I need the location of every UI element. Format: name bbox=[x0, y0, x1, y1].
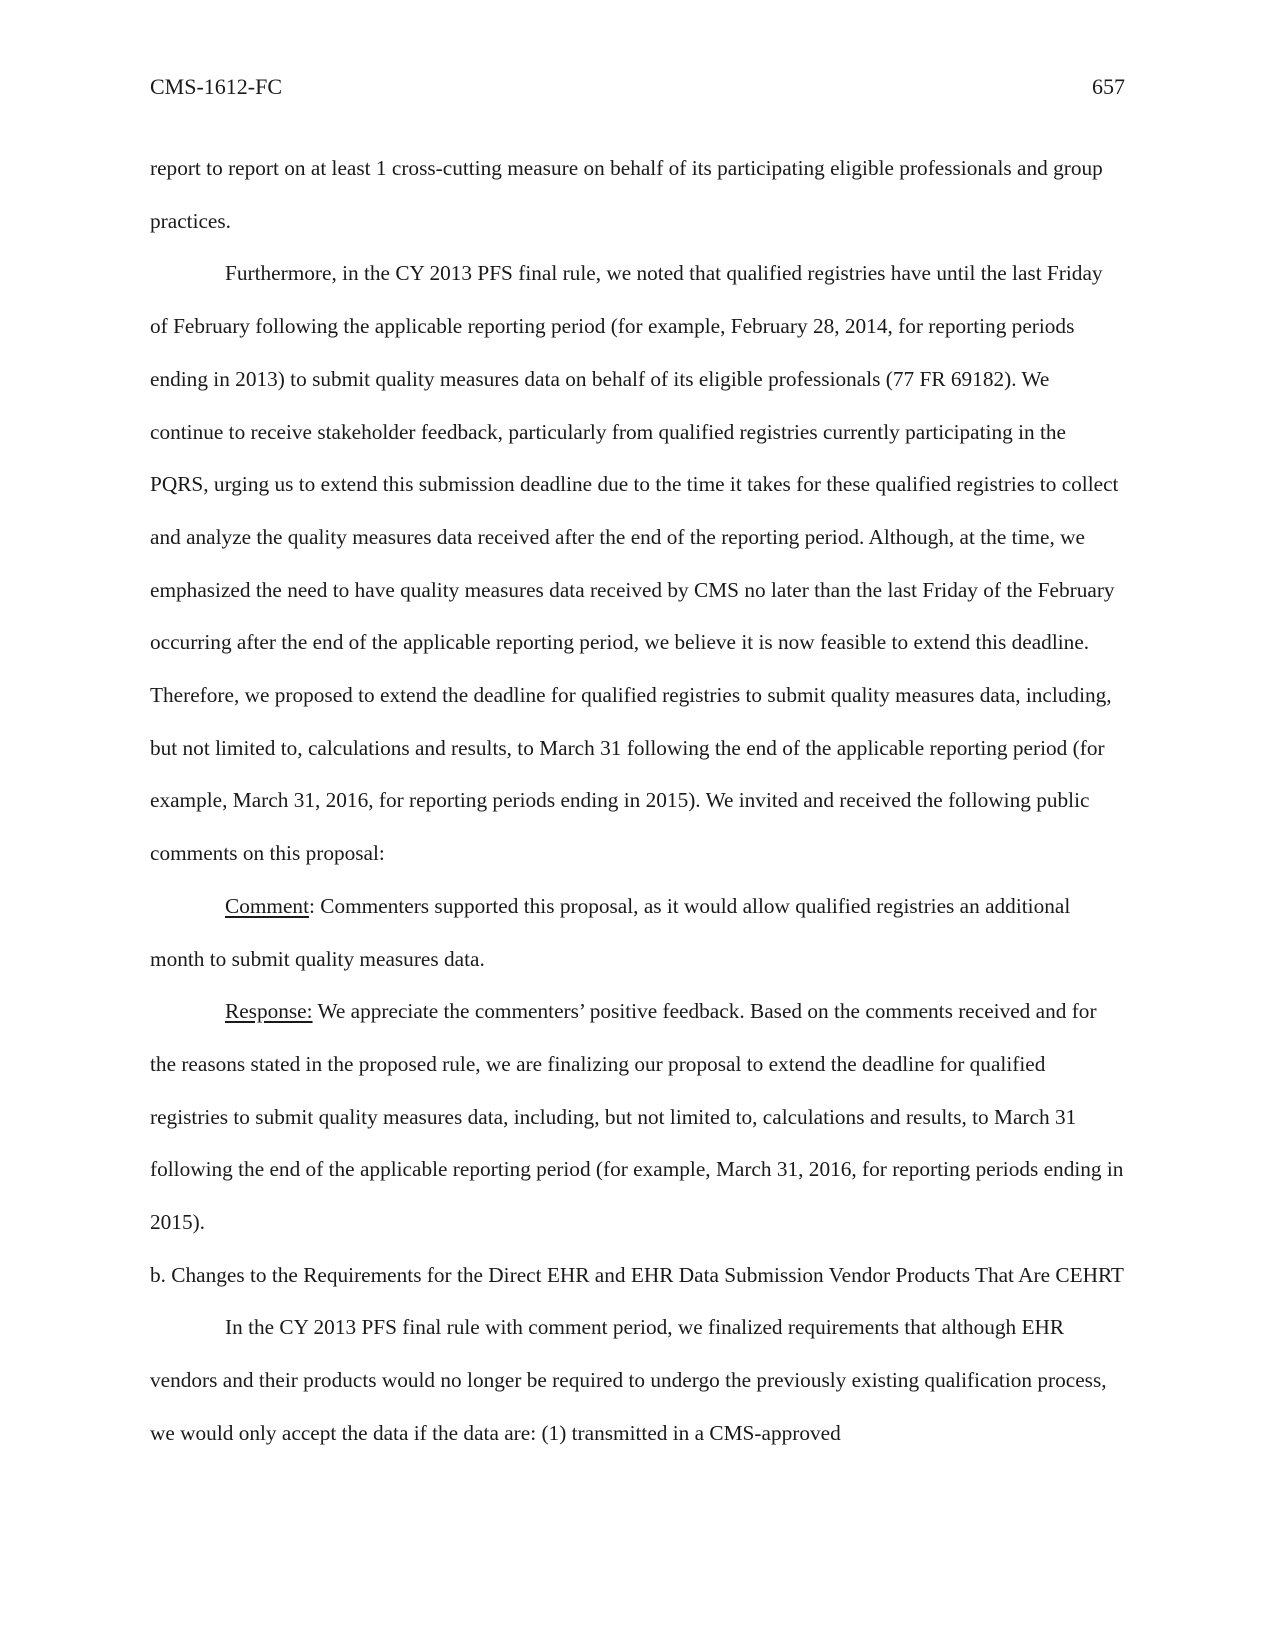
response-label: Response: bbox=[225, 999, 313, 1024]
comment-label: Comment bbox=[225, 893, 310, 918]
page-content bbox=[150, 74, 1125, 1460]
paragraph-response bbox=[150, 985, 1125, 1249]
body-text bbox=[150, 142, 1125, 1460]
page-number: 657 bbox=[1092, 74, 1125, 99]
comment-text: : Commenters supported this proposal, as it would allow qualified registries an additional month to submit quality measures data. bbox=[150, 893, 1071, 971]
paragraph-ehr-vendors: In the CY 2013 PFS final rule with comment period, we finalized requirements that although EHR vendors and their products would no longer be required to undergo the previously existing qualification process, we would only accept the data if the data are: (1) transmitted in a CMS-approved bbox=[150, 1315, 1107, 1445]
section-heading: b. Changes to the Requirements for the Direct EHR and EHR Data Submission Vendor Products That Are CEHRT bbox=[150, 1262, 1124, 1287]
page-header bbox=[150, 74, 1125, 100]
paragraph-registries-deadline: Furthermore, in the CY 2013 PFS final rule, we noted that qualified registries have until the last Friday of February following the applicable reporting period (for example, February 28, 2014, for reporting periods ending in 2013) to submit quality measures data on behalf of its eligible professionals (77 FR 69182). We continue to receive stakeholder feedback, particularly from qualified registries currently participating in the PQRS, urging us to extend this submission deadline due to the time it takes for these qualified registries to collect and analyze the quality measures data received after the end of the reporting period. Although, at the time, we emphasized the need to have quality measures data received by CMS no later than the last Friday of the February occurring after the end of the applicable reporting period, we believe it is now feasible to extend this deadline. Therefore, we proposed to extend the deadline for qualified registries to submit quality measures data, including, but not limited to, calculations and results, to March 31 following the end of the applicable reporting period (for example, March 31, 2016, for reporting periods ending in 2015). We invited and received the following public comments on this proposal: bbox=[150, 261, 1119, 866]
response-text: We appreciate the commenters’ positive feedback. Based on the comments received and for the reasons stated in the proposed rule, we are finalizing our proposal to extend the deadline for qualified registries to submit quality measures data, including, but not limited to, calculations and results, to March 31 following the end of the applicable reporting period (for example, March 31, 2016, for reporting periods ending in 2015). bbox=[150, 999, 1124, 1235]
document-id: CMS-1612-FC bbox=[150, 74, 283, 99]
paragraph-continuation: report to report on at least 1 cross-cutting measure on behalf of its participating eligible professionals and group practices. bbox=[150, 156, 1103, 233]
paragraph-comment bbox=[150, 880, 1125, 985]
